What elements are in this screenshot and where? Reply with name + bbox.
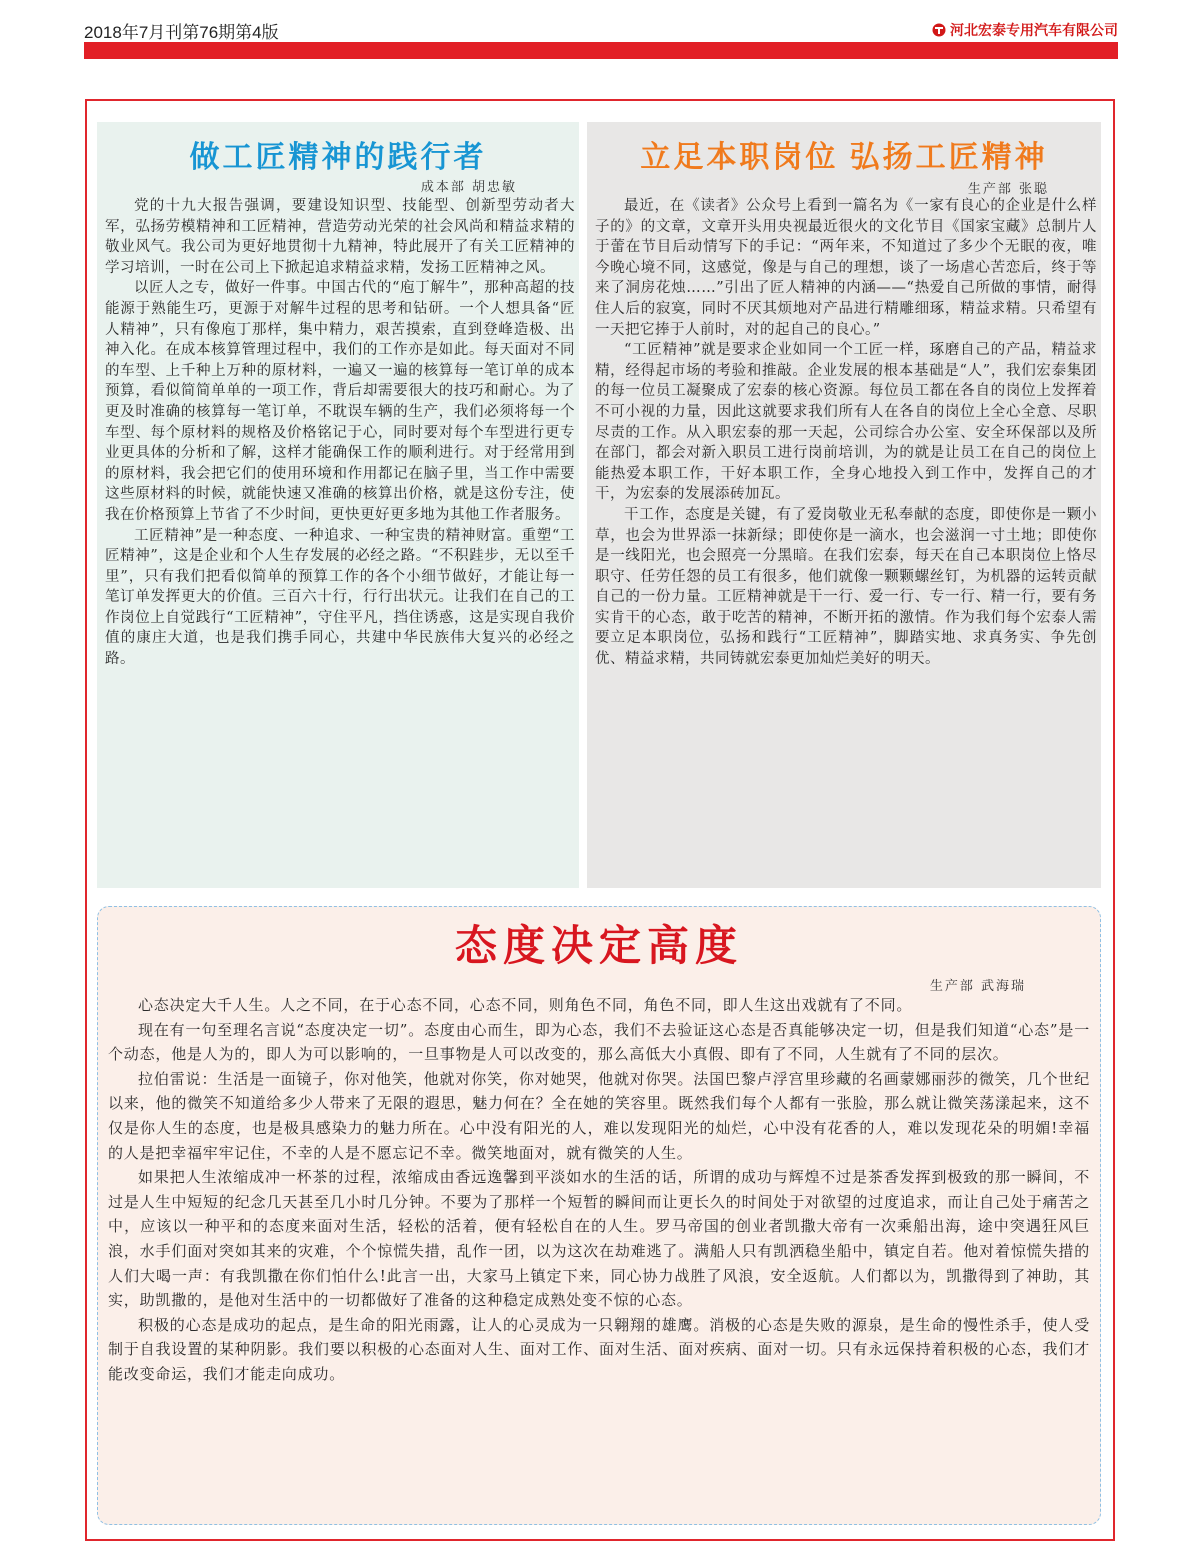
header-bar — [84, 42, 1118, 59]
article-bottom-title: 态度决定高度 — [454, 921, 743, 970]
article-right-body — [595, 196, 1097, 670]
article-left-body — [105, 196, 575, 670]
paragraph: 积极的心态是成功的起点，是生命的阳光雨露，让人的心灵成为一只翱翔的雄鹰。消极的心态是失败的源泉，是生命的慢性杀手，使人受制于自我设置的某种阴影。我们要以积极的心态面对人生、面对工作、面对生活、面对疾病、面对一切。只有永远保持着积极的心态，我们才能改变命运，我们才能走向成功。 — [108, 1315, 1090, 1383]
paragraph: 拉伯雷说：生活是一面镜子，你对他笑，他就对你笑，你对她哭，他就对你哭。法国巴黎卢浮宫里珍藏的名画蒙娜丽莎的微笑，几个世纪以来，他的微笑不知道给多少人带来了无限的遐思，魅力何在？全在她的笑容里。既然我们每个人都有一张脸，那么就让微笑荡漾起来，这不仅是你人生的态度，也是极具感染力的魅力所在。心中没有阳光的人，难以发现阳光的灿烂，心中没有花香的人，难以发现花朵的明媚!幸福的人是把幸福牢牢记住，不幸的人是不愿忘记不幸。微笑地面对，就有微笑的人生。 — [108, 1069, 1090, 1162]
paragraph: 心态决定大千人生。人之不同，在于心态不同，心态不同，则角色不同，角色不同，即人生这出戏就有了不同。 — [138, 996, 913, 1014]
company-header — [932, 20, 1118, 40]
article-bottom — [97, 906, 1101, 1525]
paragraph: 以匠人之专，做好一件事。中国古代的“庖丁解牛”，那种高超的技能源于熟能生巧，更源于对解牛过程的思考和钻研。一个人想具备“匠人精神”，只有像庖丁那样，集中精力，艰苦摸索，直到登峰造极、出神入化。在成本核算管理过程中，我们的工作亦是如此。每天面对不同的车型、上千种上万种的原材料，一遍又一遍的核算每一笔订单的成本预算，看似简简单单的一项工作，背后却需要很大的技巧和耐心。为了更及时准确的核算每一笔订单，不耽误车辆的生产，我们必须将每一个车型、每个原材料的规格及价格铭记于心，同时要对每个车型进行更专业更具体的分析和了解，这样才能确保工作的顺利进行。对于经常用到的原材料，我会把它们的使用环境和作用都记在脑子里，当工作中需要这些原材料的时候，就能快速又准确的核算出价格，就是这份专注，使我在价格预算上节省了不少时间，更快更好更多地为其他工作者服务。 — [105, 280, 575, 523]
article-right-title: 立足本职岗位 弘扬工匠精神 — [640, 141, 1048, 174]
issue-line: 2018年7月刊第76期第4版 — [84, 23, 279, 42]
article-left-author: 成本部 胡忠敏 — [420, 180, 517, 195]
article-bottom-author: 生产部 武海瑞 — [929, 979, 1026, 994]
paragraph: 工匠精神”是一种态度、一种追求、一种宝贵的精神财富。重塑“工匠精神”，这是企业和个人生存发展的必经之路。“不积跬步，无以至千里”，只有我们把看似简单的预算工作的各个小细节做好，才能让每一笔订单发挥更大的价值。三百六十行，行行出状元。让我们在自己的工作岗位上自觉践行“工匠精神”，守住平凡，挡住诱惑，这是实现自我价值的康庄大道，也是我们携手同心，共建中华民族伟大复兴的必经之路。 — [105, 527, 575, 668]
paragraph: 干工作，态度是关键，有了爱岗敬业无私奉献的态度，即使你是一颗小草，也会为世界添一抹新绿；即使你是一滴水，也会滋润一寸土地；即使你是一线阳光，也会照亮一分黑暗。在我们宏泰，每天在自己本职岗位上恪尽职守、任劳任怨的员工有很多，他们就像一颗颗螺丝钉，为机器的运转贡献自己的一份力量。工匠精神就是干一行、爱一行、专一行、精一行，要有务实肯干的心态，敢于吃苦的精神，不断开拓的激情。作为我们每个宏泰人需要立足本职岗位，弘扬和践行“工匠精神”，脚踏实地、求真务实、争先创优、精益求精，共同铸就宏泰更加灿烂美好的明天。 — [595, 506, 1097, 668]
company-name: 河北宏泰专用汽车有限公司 — [950, 22, 1118, 38]
paragraph: 现在有一句至理名言说“态度决定一切”。态度由心而生，即为心态，我们不去验证这心态是否真能够决定一切，但是我们知道“心态”是一个动态，他是人为的，即人为可以影响的，一旦事物是人可以改变的，那么高低大小真假、即有了不同，人生就有了不同的层次。 — [108, 1020, 1090, 1064]
paragraph: 最近，在《读者》公众号上看到一篇名为《一家有良心的企业是什么样子的》的文章，文章开头用央视最近很火的文化节目《国家宝藏》总制片人于蕾在节目后动情写下的手记：“两年来，不知道过了多少个无眠的夜，唯今晚心境不同，这感觉，像是与自己的理想，谈了一场虐心苦恋后，终于等来了洞房花烛……”引出了匠人精神的内涵——“热爱自己所做的事情，耐得住人后的寂寞，同时不厌其烦地对产品进行精雕细琢，精益求精。只希望有一天把它捧于人前时，对的起自己的良心。” — [595, 198, 1097, 338]
article-left — [97, 122, 579, 888]
paragraph: “工匠精神”就是要求企业如同一个工匠一样，琢磨自己的产品，精益求精，经得起市场的考验和推敲。企业发展的根本基础是“人”，我们宏泰集团的每一位员工凝聚成了宏泰的核心资源。每位员工都在各自的岗位上发挥着不可小视的力量，因此这就要求我们所有人在各自的岗位上全心全意、尽职尽责的工作。从入职宏泰的那一天起，公司综合办公室、安全环保部以及所在部门，都会对新入职员工进行岗前培训，为的就是让员工在自己的岗位上能热爱本职工作，干好本职工作，全身心地投入到工作中，发挥自己的才干，为宏泰的发展添砖加瓦。 — [595, 342, 1097, 503]
article-right-author: 生产部 张聪 — [967, 182, 1049, 197]
article-bottom-body — [108, 993, 1090, 1387]
article-right — [587, 122, 1101, 888]
paragraph: 如果把人生浓缩成冲一杯茶的过程，浓缩成由香远逸馨到平淡如水的生活的话，所谓的成功与辉煌不过是茶香发挥到极致的那一瞬间，不过是人生中短短的纪念几天甚至几小时几分钟。不要为了那样一个短暂的瞬间而让更长久的时间处于对欲望的过度追求，而让自己处于痛苦之中，应该以一种平和的态度来面对生活，轻松的活着，便有轻松自在的人生。罗马帝国的创业者凯撒大帝有一次乘船出海，途中突遇狂风巨浪，水手们面对突如其来的灾难，个个惊慌失措，乱作一团，以为这次在劫难逃了。满船人只有凯洒稳坐船中，镇定自若。他对着惊慌失措的人们大喝一声：有我凯撒在你们怕什么!此言一出，大家马上镇定下来，同心协力战胜了风浪，安全返航。人们都以为，凯撒得到了神助，其实，助凯撒的，是他对生活中的一切都做好了准备的这种稳定成熟处变不惊的心态。 — [108, 1168, 1090, 1310]
paragraph: 党的十九大报告强调，要建设知识型、技能型、创新型劳动者大军，弘扬劳模精神和工匠精神，营造劳动光荣的社会风尚和精益求精的敬业风气。我公司为更好地贯彻十九精神，特此展开了有关工匠精神的学习培训，一时在公司上下掀起追求精益求精，发扬工匠精神之风。 — [105, 198, 575, 276]
article-left-title: 做工匠精神的践行者 — [189, 141, 487, 174]
company-logo-icon — [932, 23, 946, 37]
